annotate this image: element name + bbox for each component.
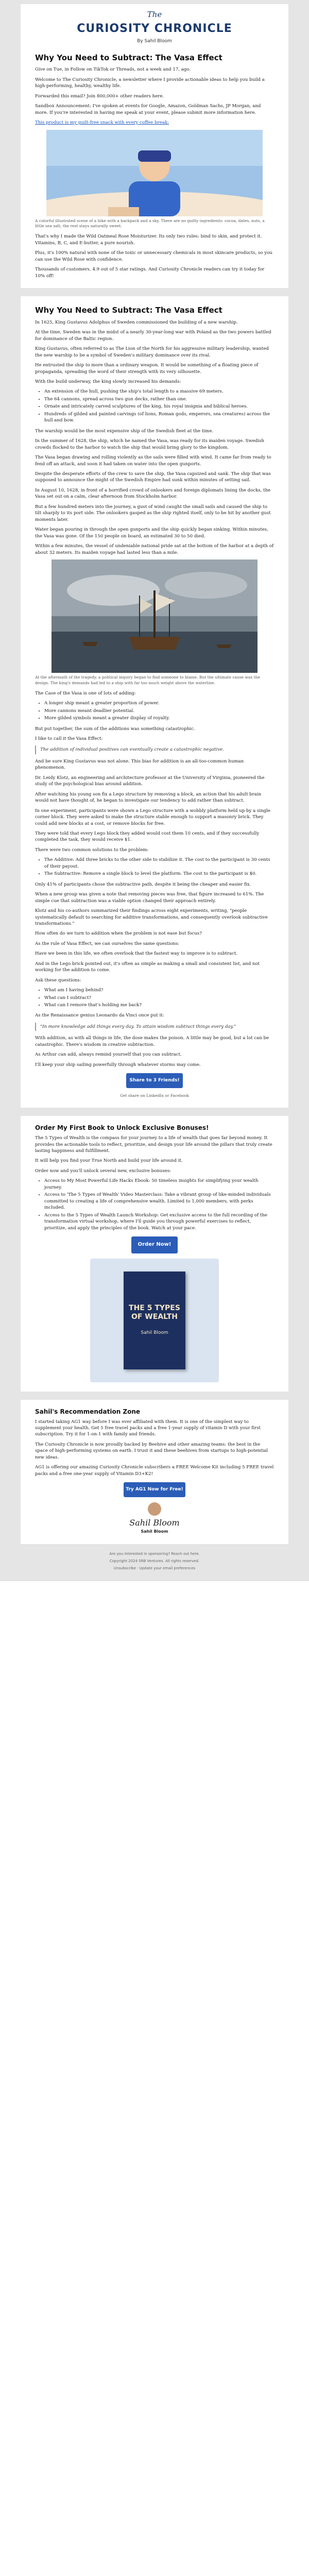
forwarded-paragraph: Forwarded this email? Join 800,000+ other readers here. bbox=[35, 93, 164, 99]
article-p6: The warship would be the most expensive ship of the Swedish fleet at the time. bbox=[35, 428, 214, 434]
article-headline: Why You Need to Subtract: The Vasa Effect bbox=[35, 306, 222, 315]
article-p27: As the rule of Vasa Effect, we can ourselves the same questions: bbox=[35, 941, 180, 946]
sponsor-photo bbox=[46, 130, 263, 216]
bonus-item: • Access to the 5 Types of Wealth Launch Workshop: Get exclusive access to the full recording of the transformation virtual workshop, where I'll guide you through powerful exercises to reflect, prioritize, and apply the principles of the book. Watch at your pace. bbox=[44, 1212, 274, 1231]
footer-copyright: Copyright 2024 SRB Ventures. All rights reserved. bbox=[109, 1559, 200, 1564]
list-item: • More gilded symbols meant a greater display of royalty. bbox=[44, 715, 274, 721]
article-p9: Despite the desperate efforts of the crew to save the ship, the Vasa capsized and sank. The ship that was supposed to announce the might of the Swedish Empire had sunk within minutes of setting sail. bbox=[35, 471, 271, 483]
masthead-the: The bbox=[147, 10, 162, 19]
additions-list bbox=[44, 700, 274, 721]
article-p8: The Vasa began drawing and rolling violently as the sails were filled with wind. It came far from ready to fend off an attack, and soon it had taken on water into the open gunports. bbox=[35, 455, 271, 467]
bonus-item: • Access to 'The 5 Types of Wealth' Video Masterclass: Take a vibrant group of like-minded individuals committed to creating a life of comprehensive wealth. Limited to 1,000 members, with perks included. bbox=[44, 1192, 274, 1211]
article-p3: King Gustavus, often referred to as The Lion of the North for his aggressive military leadership, wanted the new warship to be a symbol of Sweden's military dominance over its rival. bbox=[35, 346, 269, 358]
article-p18: Dr. Leidy Klotz, an engineering and architecture professor at the University of Virginia, pioneered the study of the psychological bias around addition. bbox=[35, 775, 265, 787]
article-p4: He entrusted the ship to more than a ordinary weapon. It would be something of a floating piece of propaganda, spreading the word of their strength with its very silhouette. bbox=[35, 363, 259, 375]
article-p31: As the Renaissance genius Leonardo da Vinci once put it: bbox=[35, 1013, 164, 1019]
sponsor-paragraph-2: Plus, it's 100% natural with none of the toxic or unnecessary chemicals in most skincare products, so you can use the Wild Rose with confidence. bbox=[35, 250, 272, 262]
article-card bbox=[21, 296, 288, 1108]
article-p13: Within a few minutes, the vessel of undeniable national pride sat at the bottom of the harbor at a depth of about 32 meters. Its maiden voyage had lasted less than a mile. bbox=[35, 544, 274, 555]
list-item: • A longer ship meant a greater proportion of power. bbox=[44, 700, 274, 706]
avatar bbox=[148, 1502, 161, 1516]
article-p23: Only 41% of participants chose the subtractive path, despite it being the cheaper and easier fix. bbox=[35, 882, 251, 887]
list-item: • The Subtractive: Remove a single block to level the platform. The cost to the participant is $0. bbox=[44, 871, 274, 877]
book-cover-author: Sahil Bloom bbox=[141, 1330, 168, 1335]
masthead-title: CURIOSITY CHRONICLE bbox=[77, 22, 232, 35]
book-cover[interactable] bbox=[90, 1259, 219, 1382]
article-p2: At the time, Sweden was in the midst of a nearly 30-year-long war with Poland as the two powers battled for dominance of the Baltic region. bbox=[35, 330, 271, 342]
welcome-paragraph: Welcome to The Curiosity Chronicle, a newsletter where I provide actionable ideas to help you build a high-performing, healthy, wealthy life. bbox=[35, 77, 265, 89]
order-button[interactable]: Order Now! bbox=[131, 1236, 178, 1253]
article-p29: And in the Lego brick pointed out, it's often as simple as making a small and consistent list, and not working for the addition to come. bbox=[35, 961, 260, 973]
share-line[interactable]: Get share on LinkedIn or Facebook bbox=[120, 1093, 189, 1098]
article-p30: Ask these questions: bbox=[35, 977, 81, 983]
sponsor-paragraph-3: Thousands of customers. 4.9 out of 5 star ratings. And Curiosity Chronicle readers can try it today for 10% off! bbox=[35, 267, 265, 279]
sponsor-paragraph-1: That's why I made the Wild Oatmeal Rose Moisturizer. Its only two rules: bind to skin, and protect it. Vitamins, B, C, and E-butter, a pure nourish. bbox=[35, 234, 262, 246]
da-vinci-quote: "In more knowledge add things every day. To attain wisdom subtract things every day." bbox=[35, 1023, 274, 1031]
sponsor-line bbox=[35, 120, 274, 126]
signature-name: Sahil Bloom bbox=[141, 1529, 168, 1534]
article-p19: After watching his young son fix a Lego structure by removing a block, an action that his adult brain would not have thought of, he began to investigate our tendency to add rather than subtract. bbox=[35, 791, 262, 804]
list-item: • Ornate and intricately carved sculptures of the king, his royal insignia and biblical heroes. bbox=[44, 403, 274, 410]
recommendation-card bbox=[21, 1400, 288, 1544]
zone-p3: AG1 is offering our amazing Curiosity Chronicle subscribers a FREE Welcome Kit including 5 FREE travel packs and a free one-year supply of Vitamin D3+K2! bbox=[35, 1465, 274, 1477]
masthead-byline: By Sahil Bloom bbox=[137, 38, 172, 44]
article-p15: But put together, the sum of the additions was something catastrophic. bbox=[35, 726, 195, 732]
article-p1: In 1625, King Gustavus Adolphus of Sweden commissioned the building of a new warship. bbox=[35, 319, 238, 325]
questions-list bbox=[44, 987, 274, 1008]
article-p10: In August 10, 1628, in front of a horrified crowd of onlookers and foreign diplomats lining the docks, the Vasa set out on a calm, clear afternoon from Stockholm harbor. bbox=[35, 487, 271, 500]
article-p16: I like to call it the Vasa Effect: bbox=[35, 736, 103, 741]
article-p24: When a new group was given a note that removing pieces was free, that figure increased to 61%. The simple cue that subtraction was a viable option changed their approach entirely. bbox=[35, 892, 264, 904]
bonus-list bbox=[44, 1178, 274, 1231]
list-item: • An extension of the hull, pushing the ship's total length to a massive 69 meters. bbox=[44, 388, 274, 395]
article-p12: Water began pouring in through the open gunports and the ship quickly began sinking. Within minutes, the Vasa was gone. Of the 150 people on board, an estimated 30 to 50 died. bbox=[35, 527, 268, 539]
zone-p2: The Curiosity Chronicle is now proudly backed by Beehive and other amazing teams: the best in the space of high-performing systems on earth. I trust it and these beehives from startups to high-potential new ideas. bbox=[35, 1442, 268, 1460]
sponsor-link[interactable]: This product is my guilt-free snack with every coffee break: bbox=[35, 120, 169, 126]
speaking-paragraph: Sandbox Announcement: I've spoken at events for Google, Amazon, Goldman Sachs, JP Morgan, and more. If you're interested in having me speak at your event, please submit more information here. bbox=[35, 104, 261, 115]
solutions-list bbox=[44, 857, 274, 877]
list-item: • More cannons meant deadlier potential. bbox=[44, 708, 274, 714]
article-p28: Have we been in this life, we often overlook that the fastest way to improve is to subtract. bbox=[35, 951, 238, 957]
vasa-caption: At the aftermath of the tragedy, a political inquiry began to find someone to blame. But the ultimate cause was the design. The king's demands had led to a ship with far too much weight above the waterline. bbox=[35, 674, 260, 685]
list-item: • What can I remove that's holding me back? bbox=[44, 1002, 274, 1008]
article-p25: Klotz and his co-authors summarized their findings across eight experiments, writing, "people systematically default to searching for additive transformations, and consequently overlook subtractive transformations." bbox=[35, 908, 268, 926]
book-card bbox=[21, 1116, 288, 1391]
list-item: • Hundreds of gilded and painted carvings (of lions, Roman gods, emperors, sea creatures) across the hull and bow. bbox=[44, 411, 274, 424]
article-p14: The Case of the Vasa is one of lots of adding: bbox=[35, 690, 136, 696]
bonus-item: • Access to My Most Powerful Life Hacks Ebook: 50 timeless insights for simplifying your wealth journey. bbox=[44, 1178, 274, 1191]
masthead bbox=[35, 4, 274, 47]
list-item: • What am I having behind? bbox=[44, 987, 274, 993]
zone-p1: I started taking AG1 way before I was ever affiliated with them. It is one of the simplest way to supplement your health. Get 5 free travel packs and a free 1-year supply of vitamin D with your first subscription. Try it for 1-on-1 with family and friends. bbox=[35, 1419, 261, 1437]
footer-unsubscribe[interactable]: Unsubscribe · Update your email preferences bbox=[113, 1566, 196, 1571]
footer bbox=[0, 1544, 309, 1581]
list-item: • What can I subtract? bbox=[44, 995, 274, 1001]
sponsor-caption: A colorful illustrated scene of a hike with a backpack and a sky. There are no guilty ingredients: cocoa, dates, nuts, a little sea salt; the rest stays naturally sweet. bbox=[35, 218, 265, 229]
footer-sponsor-link[interactable]: Are you interested in sponsoring? Reach out here. bbox=[109, 1551, 200, 1556]
article-p7: In the summer of 1628, the ship, which he named the Vasa, was ready for its maiden voyage. Swedish crowds flocked to the harbor to watch the ship that would bring glory to the kingdom. bbox=[35, 438, 265, 450]
article-p33: As Arthur can add, always remind yourself that you can subtract. bbox=[35, 1052, 182, 1058]
book-p3: Order now and you'll unlock several new, exclusive bonuses: bbox=[35, 1168, 171, 1174]
ag1-button[interactable]: Try AG1 Now for Free! bbox=[124, 1482, 185, 1497]
issue-headline: Why You Need to Subtract: The Vasa Effect bbox=[35, 53, 222, 62]
article-p32: With addition, as with all things in life, the dose makes the poison. A little may be good, but a lot can be catastrophic. There's wisdom in creative subtraction. bbox=[35, 1036, 269, 1047]
intro-line: Give on Tue, in Follow on TikTok or Threads, not a week and 17, ago. bbox=[35, 67, 191, 73]
article-p34: I'll keep your ship sailing powerfully through whatever storms may come. bbox=[35, 1062, 201, 1067]
article-p20: In one experiment, participants were shown a Lego structure with a wobbly platform held up by a single corner block. They were asked to make the structure stable enough to support a masonry brick. They could add new blocks at a cost, or remove blocks for free. bbox=[35, 808, 270, 826]
signature: Sahil Bloom bbox=[129, 1518, 180, 1528]
article-p26: How often do we turn to addition when the problem is not ease but focus? bbox=[35, 931, 202, 937]
demands-list bbox=[44, 388, 274, 423]
article-p22: There were two common solutions to the problem: bbox=[35, 847, 149, 853]
zone-headline: Sahil's Recommendation Zone bbox=[35, 1408, 141, 1415]
share-button[interactable]: Share to 3 Friends! bbox=[126, 1073, 183, 1088]
newsletter-card bbox=[21, 4, 288, 288]
list-item: • The Additive: Add three bricks to the other side to stabilize it. The cost to the participant is 30 cents of their payout. bbox=[44, 857, 274, 870]
vasa-painting bbox=[52, 560, 258, 673]
book-p2: It will help you find your True North and build your life around it. bbox=[35, 1158, 183, 1164]
list-item: • The 64 cannons, spread across two gun decks, rather than one. bbox=[44, 396, 274, 402]
article-p11: But a few hundred meters into the journey, a gust of wind caught the small sails and caused the ship to tilt sharply to its port side. The onlookers gasped as the ship righted itself, only to be hit by another gust moments later. bbox=[35, 504, 271, 522]
book-cover-title: THE 5 TYPES OF WEALTH bbox=[129, 1304, 180, 1321]
book-p1: The 5 Types of Wealth is the compass for your journey to a life of wealth that goes far beyond money. It provides the actionable tools to reflect, prioritize, and design your life around the pillars that truly create lasting happiness and fulfillment. bbox=[35, 1136, 272, 1154]
article-p17: And be sure King Gustavus was not alone. This bias for addition is an all-too-common human phenomenon. bbox=[35, 758, 244, 771]
article-p21: They were told that every Lego block they added would cost them 10 cents, and if they successfully completed the task, they would receive $1. bbox=[35, 831, 260, 843]
signature-block bbox=[35, 1502, 274, 1535]
vasa-effect-quote: The addition of individual positives can eventually create a catastrophic negative. bbox=[35, 745, 274, 754]
article-p5: With the build underway, the king slowly increased his demands: bbox=[35, 379, 181, 384]
book-headline: Order My First Book to Unlock Exclusive Bonuses! bbox=[35, 1124, 209, 1132]
